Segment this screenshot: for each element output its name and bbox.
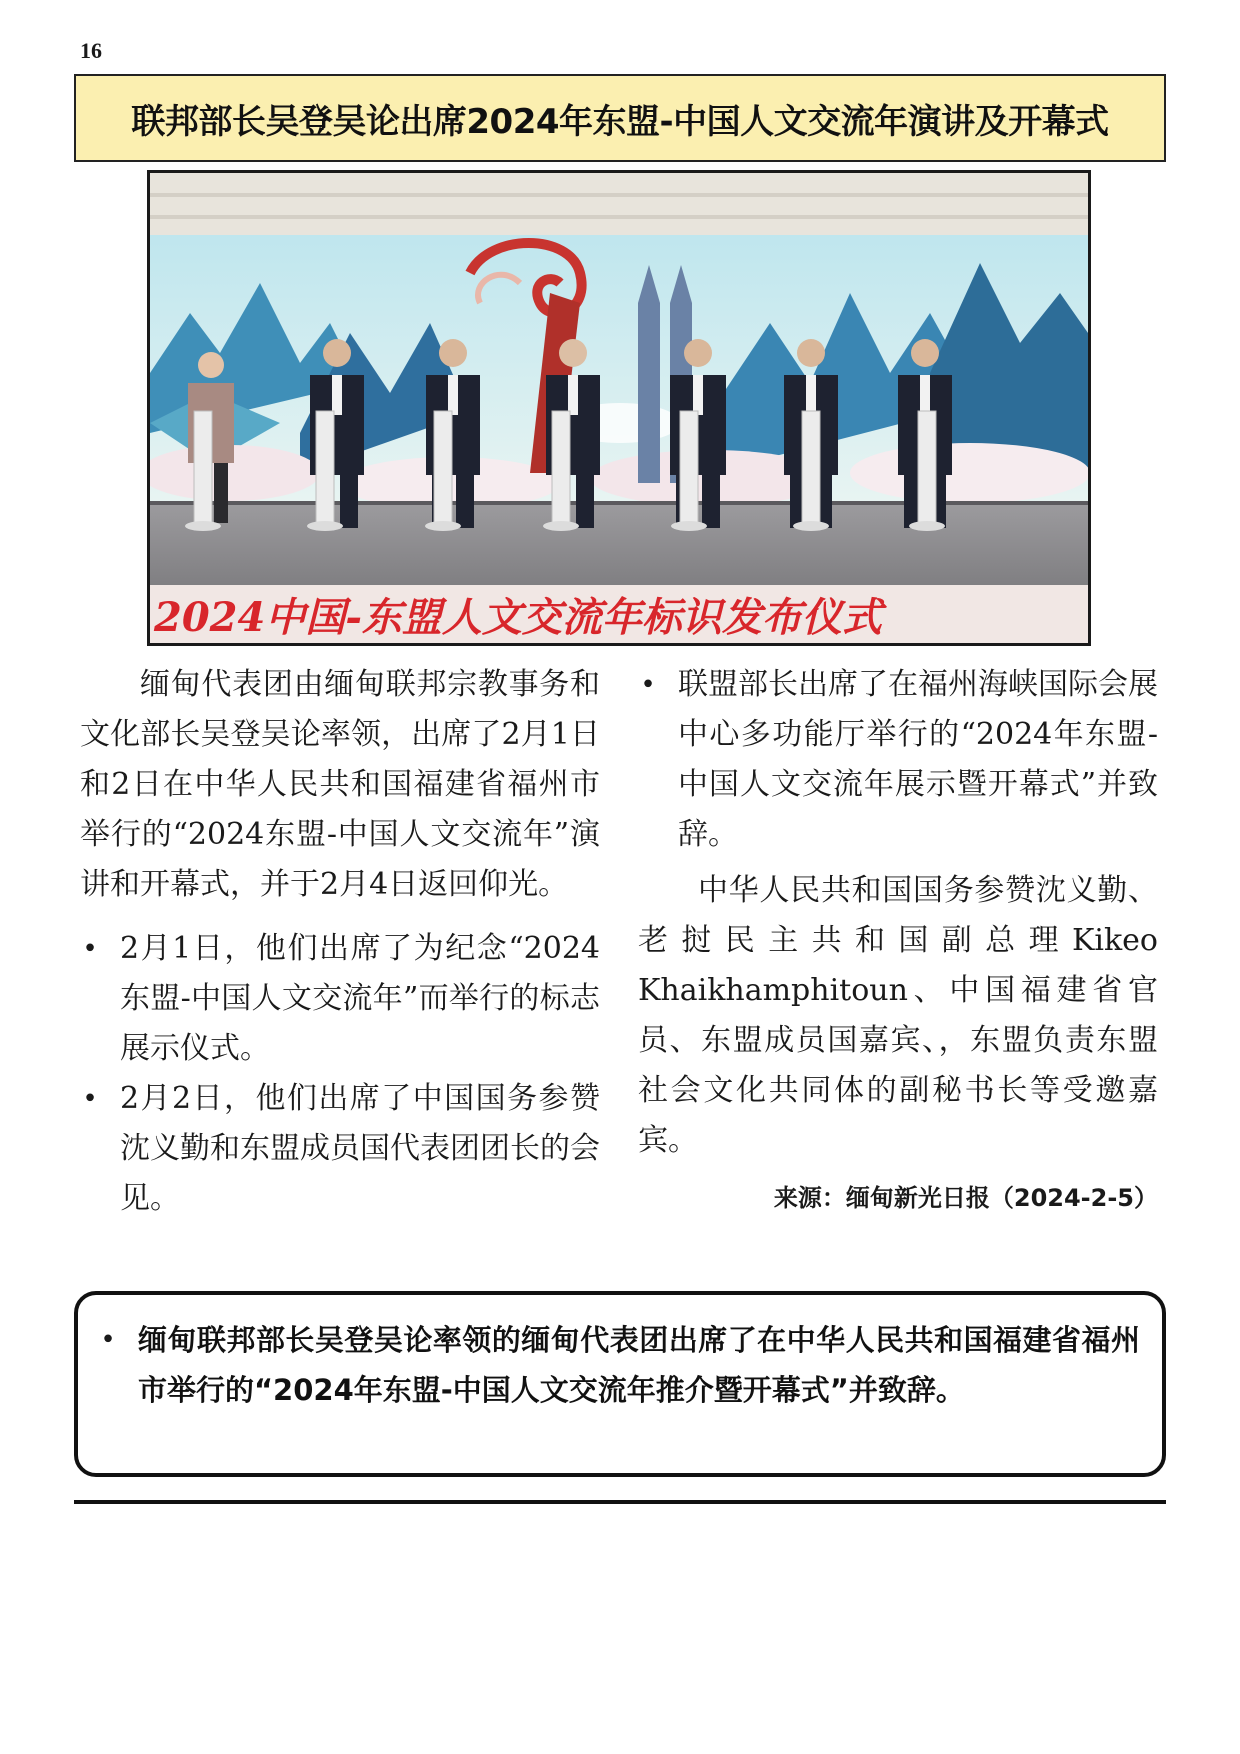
right-column xyxy=(638,660,1158,1218)
intro-paragraph: 缅甸代表团由缅甸联邦宗教事务和文化部长吴登吴论率领，出席了2月1日和2日在中华人民共和国福建省福州市举行的“2024东盟-中国人文交流年”演讲和开幕式，并于2月4日返回仰光。 xyxy=(80,667,600,902)
left-column xyxy=(80,660,600,1224)
bullet-item xyxy=(638,660,1158,860)
page-title: 联邦部长吴登吴论出席2024年东盟-中国人文交流年演讲及开幕式 xyxy=(131,101,1109,142)
page-number: 16 xyxy=(80,38,102,63)
title-box xyxy=(74,74,1166,162)
bullet-dot-icon: • xyxy=(640,670,656,700)
right-bullet-list xyxy=(638,660,1158,860)
guests-paragraph: 中华人民共和国国务参赞沈义勤、老挝民主共和国副总理Kikeo Khaikhamphitoun、中国福建省官员、东盟成员国嘉宾、，东盟负责东盟社会文化共同体的副秘书长等受邀嘉宾。 xyxy=(638,873,1158,1158)
bullet-dot-icon: • xyxy=(100,1325,116,1355)
bullet-text: 2月1日，他们出席了为纪念“2024东盟-中国人文交流年”而举行的标志展示仪式。 xyxy=(120,931,600,1066)
left-bullet-list xyxy=(80,924,600,1224)
bullet-text: 联盟部长出席了在福州海峡国际会展中心多功能厅举行的“2024年东盟-中国人文交流年展示暨开幕式”并致辞。 xyxy=(678,667,1158,852)
bullet-dot-icon: • xyxy=(82,1084,98,1114)
summary-box xyxy=(74,1291,1166,1477)
stage-banner-text: 2024中国-东盟人文交流年标识发布仪式 xyxy=(154,594,882,641)
summary-text: 缅甸联邦部长吴登吴论率领的缅甸代表团出席了在中华人民共和国福建省福州市举行的“2024年东盟-中国人文交流年推介暨开幕式”并致辞。 xyxy=(138,1323,1140,1407)
bullet-text: 2月2日，他们出席了中国国务参赞沈义勤和东盟成员国代表团团长的会见。 xyxy=(120,1081,600,1216)
bottom-divider xyxy=(74,1500,1166,1504)
bullet-dot-icon: • xyxy=(82,934,98,964)
source-citation: 来源：缅甸新光日报（2024-2-5） xyxy=(773,1184,1158,1212)
bullet-item xyxy=(80,1074,600,1224)
bullet-item xyxy=(80,924,600,1074)
event-photo xyxy=(147,170,1091,646)
